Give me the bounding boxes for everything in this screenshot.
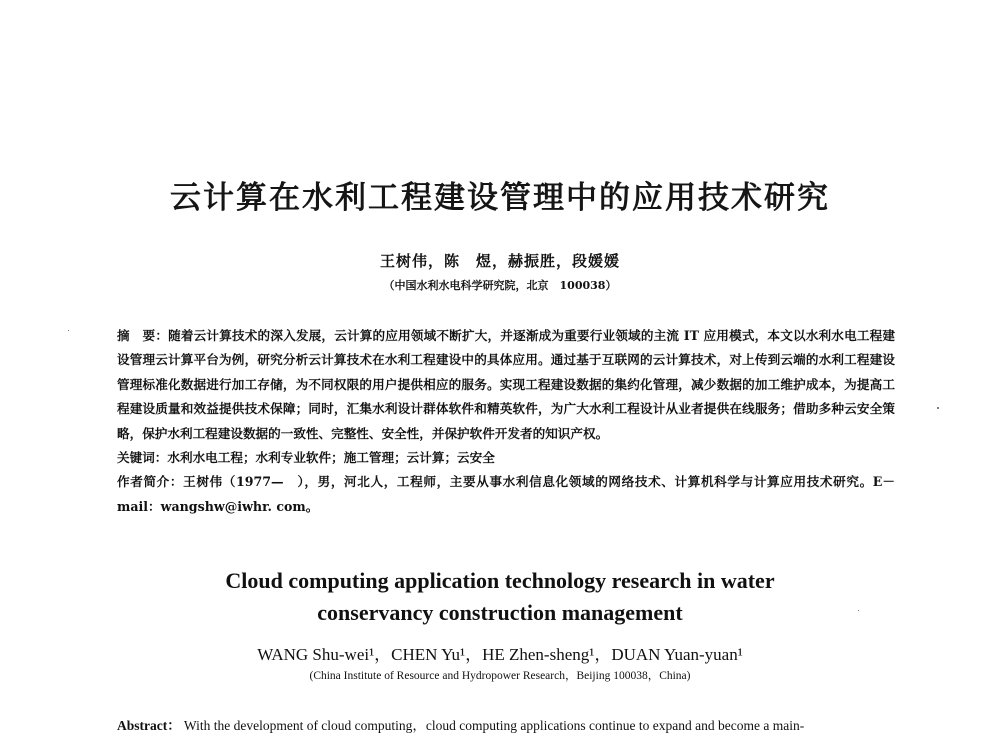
- chinese-abstract: [117, 324, 895, 446]
- chinese-title: 云计算在水利工程建设管理中的应用技术研究: [170, 180, 830, 216]
- english-title-line-1: Cloud computing application technology research in water: [225, 568, 775, 593]
- scan-speck: [68, 330, 69, 331]
- author-bio: [117, 470, 895, 519]
- chinese-authors: 王树伟，陈 煜，赫振胜，段媛媛: [379, 252, 620, 270]
- abstract-text-cn: 随着云计算技术的深入发展，云计算的应用领域不断扩大，并逐渐成为重要行业领域的主流 IT 应用模式，本文以水利水电工程建设管理云计算平台为例，研究分析云计算技术在水利工程建设中的具体应用。通过基于互联网的云计算技术，对上传到云端的水利工程建设管理标准化数据进行加工存储，为不同权限的用户提供相应的服务。实现工程建设数据的集约化管理，减少数据的加工维护成本，为提高工程建设质量和效益提供技术保障；同时，汇集水利设计群体软件和精英软件，为广大水利工程设计从业者提供在线服务；借助多种云安全策略，保护水利工程建设数据的一致性、完整性、安全性，并保护软件开发者的知识产权。: [117, 328, 895, 441]
- author-bio-label: 作者简介：: [117, 474, 184, 490]
- english-title-line-2: conservancy construction management: [317, 600, 683, 625]
- chinese-keywords: [117, 446, 895, 470]
- scan-speck: [937, 407, 939, 409]
- keywords-label-cn: 关键词：: [117, 450, 168, 466]
- chinese-abstract-block: [117, 324, 895, 519]
- english-title: [0, 565, 1000, 629]
- author-bio-text: 王树伟（1977— ），男，河北人，工程师，主要从事水利信息化领域的网络技术、计算机科学与计算应用技术研究。E－mail：wangshw@iwhr. com。: [117, 474, 896, 514]
- keywords-text-cn: 水利水电工程；水利专业软件；施工管理；云计算；云安全: [167, 450, 495, 466]
- scan-speck: [858, 610, 859, 611]
- abstract-label-en: Abstract：: [117, 718, 181, 733]
- english-abstract: [117, 714, 895, 738]
- abstract-label-cn: 摘 要：: [117, 328, 169, 343]
- english-abstract-block: [117, 714, 895, 738]
- chinese-affiliation: （中国水利水电科学研究院，北京 100038）: [383, 279, 617, 292]
- abstract-text-en: With the development of cloud computing，cloud computing applications continue to expand and become a main-: [183, 718, 805, 733]
- english-affiliation: (China Institute of Resource and Hydropower Research，Beijing 100038，China): [309, 670, 691, 682]
- english-authors: WANG Shu-wei¹，CHEN Yu¹，HE Zhen-sheng¹，DUAN Yuan-yuan¹: [257, 645, 743, 664]
